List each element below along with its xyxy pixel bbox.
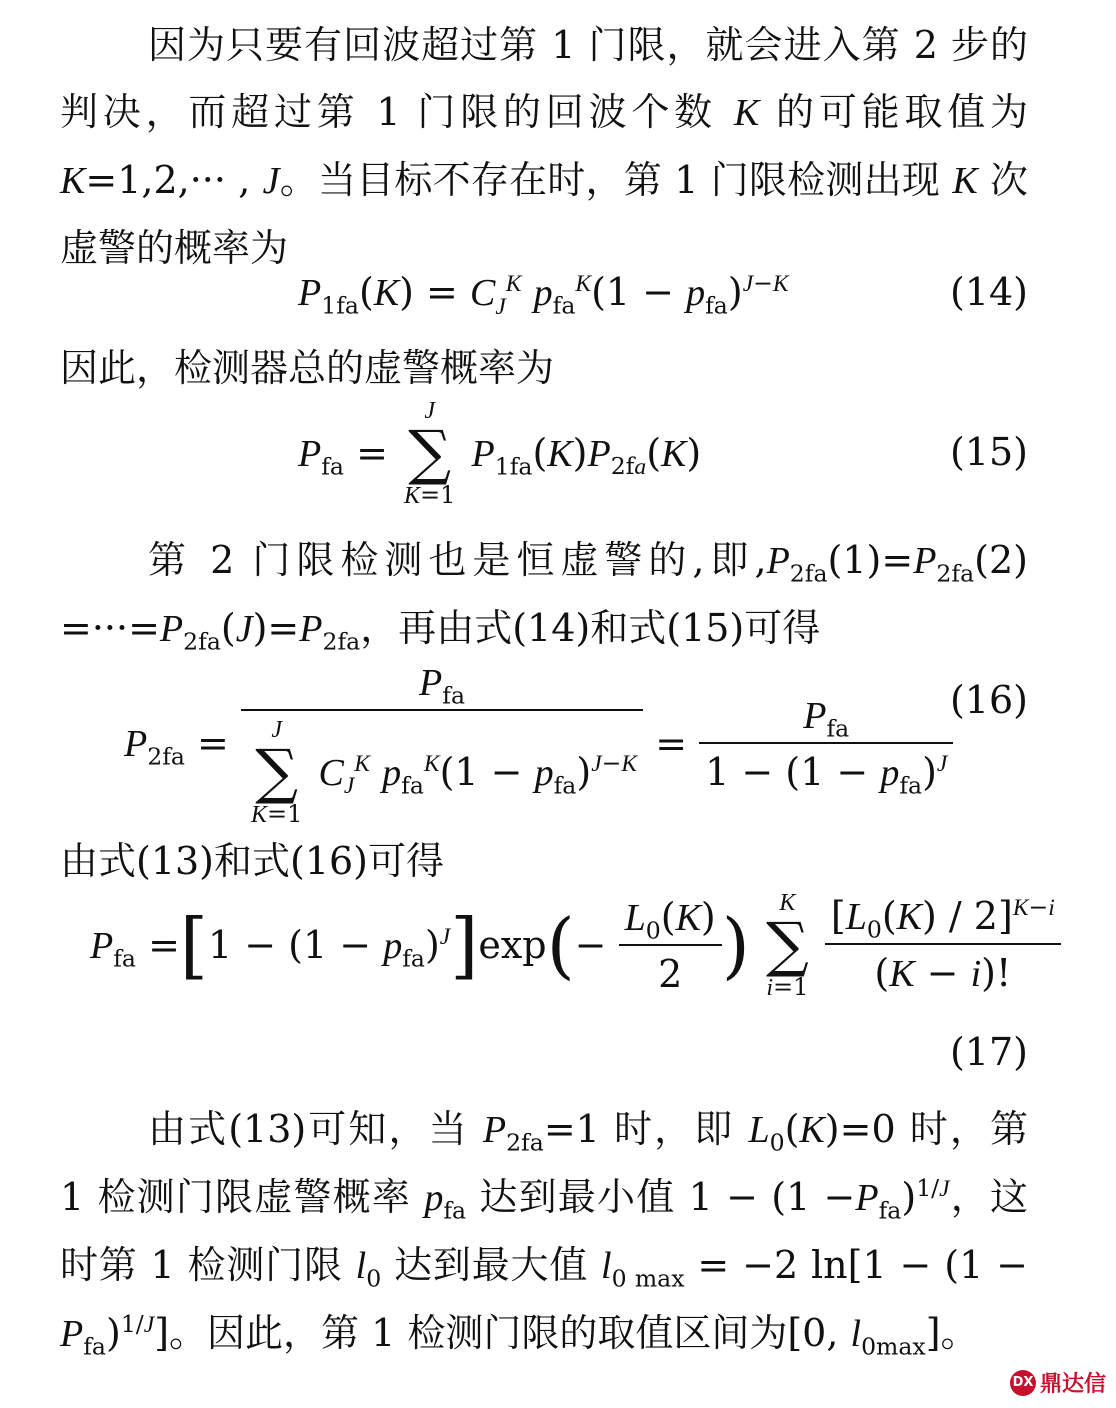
logo-badge-icon: DX: [1010, 1370, 1036, 1396]
fraction-17b: $\frac{[L_0(K) / 2]^{K-i}}{(K - i)!}$: [825, 894, 1061, 996]
p5-text-h: ]。: [925, 1311, 979, 1355]
fraction-17a: $\frac{L_0(K)}{2}$: [619, 895, 722, 996]
p1-text-b: 的可能取值为: [759, 90, 1028, 134]
p5-text-f: 达到最大值: [381, 1243, 602, 1287]
p1-text-c: =1,2,··· ,: [85, 158, 263, 202]
paragraph-1: 因为只要有回波超过第 1 门限，就会进入第 2 步的判决，而超过第 1 门限的回波个数 K 的可能取值为 K=1,2,··· , J。当目标不存在时，第 1 门限检测出现 K 次虚警的概率为: [60, 23, 1029, 270]
watermark-logo: [1010, 1367, 1106, 1398]
p2-text: 因此，检测器总的虚警概率为: [60, 346, 555, 390]
equation-16: [60, 660, 1028, 828]
equation-17: [60, 890, 1055, 1090]
sum-symbol: J ∑ K=1: [404, 398, 456, 509]
equation-14-number: (14): [949, 270, 1028, 314]
equation-15-body: $P_{fa}$ = J ∑ K=1 $P_{1fa}(K)P_{2fa}(K)$: [298, 398, 702, 509]
p5-text-g: 。因此，第 1 检测门限的取值区间为[0,: [169, 1311, 851, 1355]
p5-text-c: =0 时，第 1 检测门限虚警概率: [60, 1107, 1028, 1219]
equation-15-number: (15): [949, 430, 1028, 474]
p5-text-b: =1 时，即: [543, 1107, 749, 1151]
p5-text-d: 达到最小值: [466, 1175, 689, 1219]
fraction-16b: $\frac{P_{fa}}{1 - (1 - p_{fa})^J}$: [699, 693, 953, 795]
p4-text: 由式(13)和式(16)可得: [60, 839, 445, 883]
logo-text: 鼎达信: [1039, 1372, 1106, 1397]
p3-text-b: ，再由式(14)和式(15)可得: [360, 606, 821, 650]
equation-17-number: (17): [949, 1030, 1028, 1074]
p5-text-a: 由式(13)可知，当: [148, 1107, 483, 1151]
paragraph-4: [60, 828, 1028, 895]
paragraph-3: 第 2 门限检测也是恒虚警的,即$,P_{2fa}(1)=P_{2fa}(2) =\cdot\cdot\cdot=P_{2fa}(J)=P_{2fa}$，再由式(14)和式(15)可得: [60, 538, 1028, 656]
p1-text-d: 。当目标不存在时，第 1 门限检测出现: [279, 158, 953, 202]
equation-17-body: $P_{fa} =[1 - (1 - p_{fa})^J]\exp(-$ $\frac{L_0(K)}{2}$ ) K ∑ i=1 $\frac{[L_0(K) / 2]^{K-i}}{(K - i)!}$: [90, 890, 1061, 1000]
p1-text-a: 因为只要有回波超过第 1 门限，就会进入第 2 步的判决，而超过第 1 门限的回波个数: [60, 23, 1028, 134]
paragraph-5: 由式(13)可知，当 $P_{2fa}=1$ 时，即 $L_0(K)=0$ 时，第 1 检测门限虚警概率 $p_{fa}$ 达到最小值 $1 - (1 -P_{fa})^{1/J}$，这时第 1 检测门限 $l_0$ 达到最大值 $l_{0 max} = -2$ $\ln[1 - (1 - P_{fa})^{1/J}]$。因此，第 1 检测门限的取值区间为[0, $l_{0max}$]。: [60, 1107, 1028, 1361]
p5-text-e: ，这时第 1 检测门限: [60, 1175, 1028, 1287]
equation-16-body: $P_{2fa}$ = $P_{fa}$ J ∑ K=1 $C_J^K$ $p_{fa}^K(1 - p_{fa})^{J-K}$ = $\frac{P_{fa}}{1 - (1 - p_{fa})^J}$: [124, 660, 953, 827]
fraction-16a: $P_{fa}$ J ∑ K=1 $C_J^K$ $p_{fa}^K(1 - p_{fa})^{J-K}$: [241, 660, 643, 827]
equation-14: [60, 270, 1028, 326]
equation-15: [60, 398, 1028, 518]
paragraph-2: [60, 335, 1028, 402]
p1-text-e: 次虚警的概率为: [60, 158, 1029, 270]
equation-16-number: (16): [949, 678, 1028, 722]
equation-14-body: $P_{1fa}(K) = C_J^K$ $p_{fa}^K(1 - p_{fa})^{J-K}$: [298, 269, 789, 320]
p3-text-a: 第 2 门限检测也是恒虚警的,即,: [148, 538, 767, 582]
